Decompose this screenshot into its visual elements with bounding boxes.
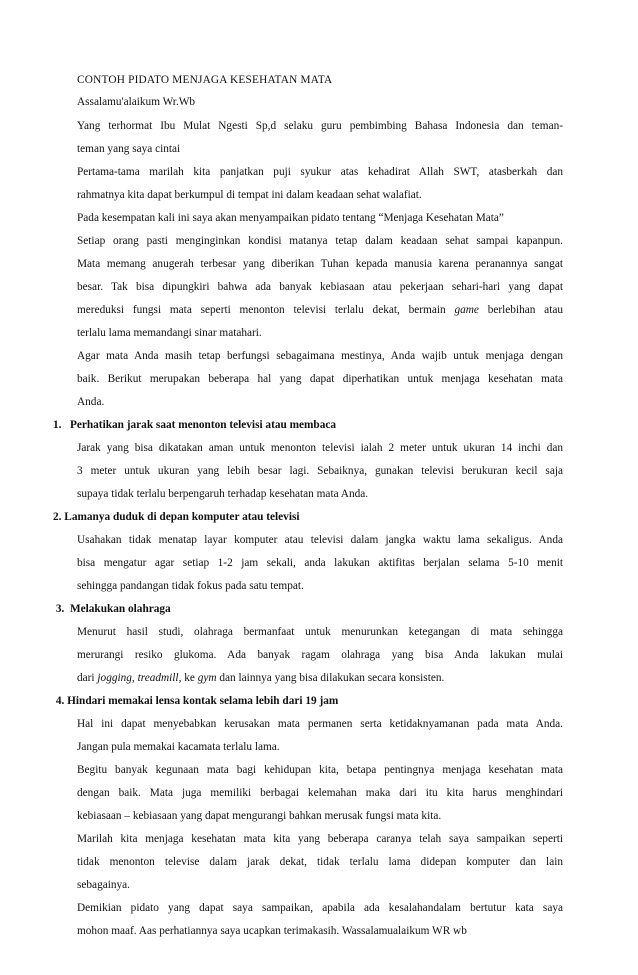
section-3-line-1: Menurut hasil studi, olahraga bermanfaat untuk menurunkan ketegangan di mata sehingga (77, 626, 563, 638)
section-3-line-2: merurangi resiko glukoma. Ada banyak ragam olahraga yang bisa Anda lakukan mulai (77, 649, 563, 661)
intro-line-5: Pada kesempatan kali ini saya akan menyampaikan pidato tentang “Menjaga Kesehatan Mata” (77, 212, 504, 224)
section-4-line-10: mohon maaf. Aas perhatiannya saya ucapkan terimakasih. Wassalamualaikum WR wb (77, 925, 467, 937)
section-3-line-3-italic-2: gym (197, 672, 217, 684)
section-4-line-2: Jangan pula memakai kacamata terlalu lama. (77, 741, 280, 753)
intro-line-11: Agar mata Anda masih tetap berfungsi sebagaimana mestinya, Anda wajib untuk menjaga dengan (77, 350, 563, 362)
section-1-line-2: 3 meter untuk ukuran yang lebih besar lagi. Sebaiknya, gunakan televisi berukuran kecil saja (77, 465, 563, 477)
section-4-line-8: sebagainya. (77, 879, 131, 891)
intro-line-10: terlalu lama memandangi sinar matahari. (77, 327, 262, 339)
intro-line-8: besar. Tak bisa dipungkiri bahwa ada banyak kebiasaan atau pekerjaan sehari-hari yang dapat (77, 281, 563, 293)
intro-line-9-text-b: berlebihan atau (487, 304, 563, 316)
section-2-line-1: Usahakan tidak menatap layar komputer atau televisi dalam jangka waktu lama sekaligus. Anda (77, 534, 563, 546)
intro-line-12: baik. Berikut merupakan beberapa hal yang dapat diperhatikan untuk menjaga kesehatan mata (77, 373, 563, 385)
section-4-line-1: Hal ini dapat menyebabkan kerusakan mata permanen serta ketidaknyamanan pada mata Anda. (77, 718, 563, 730)
section-2-heading: 2. Lamanya duduk di depan komputer atau televisi (53, 511, 300, 523)
section-3-line-3-a: dari (77, 672, 95, 684)
section-3-line-3 (77, 667, 563, 689)
section-4-line-9: Demikian pidato yang dapat saya sampaikan, apabila ada kesalahandalam bertutur kata saya (77, 902, 563, 914)
intro-line-2: teman yang saya cintai (77, 143, 181, 155)
intro-line-9-italic: game (454, 304, 479, 316)
section-2-line-3: sehingga pandangan tidak fokus pada satu tempat. (77, 580, 304, 592)
intro-line-6: Setiap orang pasti menginginkan kondisi matanya tetap dalam keadaan sehat sampai kapanpun. (77, 235, 563, 247)
section-4-line-5: kebiasaan – kebiasaan yang dapat mengurangi bahkan merusak fungsi mata kita. (77, 810, 442, 822)
document-title: CONTOH PIDATO MENJAGA KESEHATAN MATA (77, 74, 333, 86)
intro-line-4: rahmatnya kita dapat berkumpul di tempat ini dalam keadaan sehat walafiat. (77, 189, 422, 201)
section-3-line-3-c: dan lainnya yang bisa dilakukan secara konsisten. (219, 672, 445, 684)
greeting: Assalamu'alaikum Wr.Wb (77, 96, 196, 108)
section-3-line-3-b: ke (184, 672, 195, 684)
section-1-heading: 1. Perhatikan jarak saat menonton televisi atau membaca (53, 419, 337, 431)
section-4-line-4: dengan baik. Mata juga memiliki berbagai kelemahan maka dari itu kita harus menghindari (77, 787, 563, 799)
intro-line-13: Anda. (77, 396, 105, 408)
section-1-line-3: supaya tidak terlalu berpengaruh terhadap kesehatan mata Anda. (77, 488, 369, 500)
section-3-line-3-italic-1: jogging, treadmill, (97, 672, 182, 684)
section-1-line-1: Jarak yang bisa dikatakan aman untuk menonton televisi ialah 2 meter untuk ukuran 14 inchi dan (77, 442, 563, 454)
section-4-line-6: Marilah kita menjaga kesehatan mata kita yang beberapa caranya telah saya sampaikan seperti (77, 833, 563, 845)
intro-line-1: Yang terhormat Ibu Mulat Ngesti Sp,d selaku guru pembimbing Bahasa Indonesia dan teman- (77, 120, 563, 132)
intro-line-7: Mata memang anugerah terbesar yang diberikan Tuhan kepada manusia karena peranannya sangat (77, 258, 563, 270)
intro-line-3: Pertama-tama marilah kita panjatkan puji syukur atas kehadirat Allah SWT, atasberkah dan (77, 166, 563, 178)
section-2-line-2: bisa mengatur agar setiap 1-2 jam sekali, anda lakukan aktifitas berjalan selama 5-10 menit (77, 557, 563, 569)
section-4-heading: 4. Hindari memakai lensa kontak selama lebih dari 19 jam (53, 695, 339, 707)
section-3-heading: 3. Melakukan olahraga (53, 603, 171, 615)
intro-line-9-text-a: mereduksi fungsi mata seperti menonton televisi terlalu dekat, bermain (77, 304, 446, 316)
section-4-line-7: tidak menonton televise dalam jarak dekat, tidak terlalu lama didepan komputer dan lain (77, 856, 563, 868)
intro-line-9 (77, 299, 563, 321)
section-4-line-3: Begitu banyak kegunaan mata bagi kehidupan kita, betapa pentingnya menjaga kesehatan mata (77, 764, 563, 776)
